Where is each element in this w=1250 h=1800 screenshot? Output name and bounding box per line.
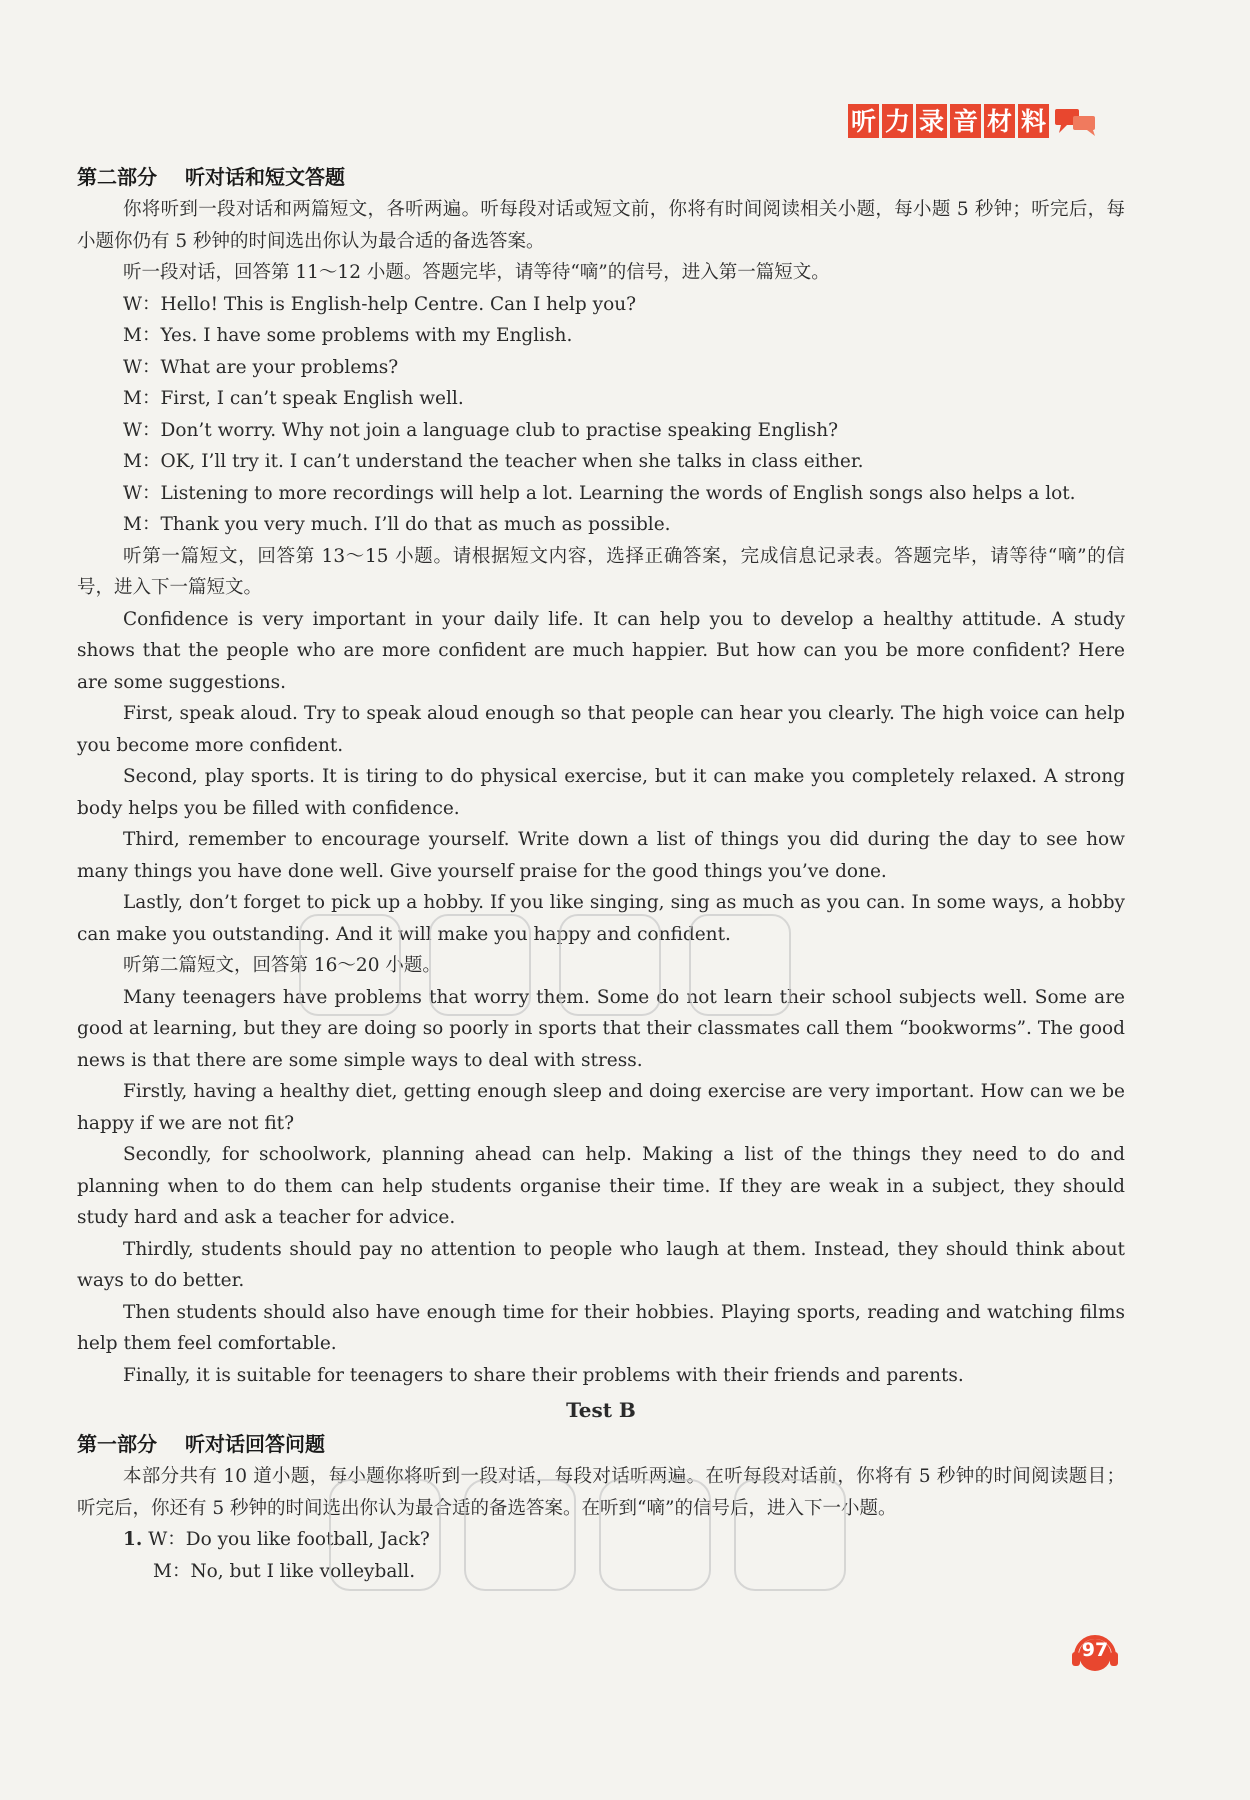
banner-char: 材 <box>984 104 1015 138</box>
question-item <box>77 1524 1125 1556</box>
dialogue-line: W：What are your problems? <box>123 356 399 378</box>
banner-char: 料 <box>1018 104 1049 138</box>
banner-char: 听 <box>848 104 879 138</box>
passage-paragraph: Lastly, don’t forget to pick up a hobby. If you like singing, sing as much as you can. In some ways, a hobby can make you outstanding. And it will make you happy and confident. <box>77 892 1125 945</box>
instruction-paragraph: 本部分共有 10 道小题，每小题你将听到一段对话，每段对话听两遍。在听每段对话前，你将有 5 秒钟的时间阅读题目；听完后，你还有 5 秒钟的时间选出你认为最合适的备选答案。在听到“嘀”的信号后，进入下一小题。 <box>77 1466 1125 1519</box>
dialogue-line: M：OK, I’ll try it. I can’t understand the teacher when she talks in class either. <box>123 451 864 472</box>
passage-paragraph: Then students should also have enough time for their hobbies. Playing sports, reading and watching films help them feel comfortable. <box>77 1301 1125 1354</box>
question-number: 1. <box>123 1529 143 1550</box>
passage-paragraph: Many teenagers have problems that worry them. Some do not learn their school subjects well. Some are good at learning, but they are doing so poorly in sports that their classmates call them “bookworms”. The good news is that there are some simple ways to deal with stress. <box>77 986 1125 1071</box>
page-number-badge <box>1070 1628 1120 1672</box>
dialogue-line: M：First, I can’t speak English well. <box>123 388 464 409</box>
dialogue-line: W：Hello! This is English-help Centre. Can I help you? <box>123 293 637 315</box>
dialogue-line: W：Don’t worry. Why not join a language club to practise speaking English? <box>123 419 839 441</box>
section-heading: 第一部分 听对话回答问题 <box>77 1432 325 1456</box>
passage-paragraph: Firstly, having a healthy diet, getting enough sleep and doing exercise are very important. How can we be happy if we are not fit? <box>77 1081 1125 1134</box>
banner-char: 力 <box>882 104 913 138</box>
section-banner <box>848 104 1099 138</box>
passage-paragraph: Finally, it is suitable for teenagers to share their problems with their friends and parents. <box>123 1364 964 1386</box>
dialogue-line: M：Yes. I have some problems with my English. <box>123 325 573 346</box>
passage-paragraph: Third, remember to encourage yourself. Write down a list of things you did during the day to see how many things you have done well. Give yourself praise for the good things you’ve done. <box>77 829 1125 882</box>
passage-paragraph: First, speak aloud. Try to speak aloud enough so that people can hear you clearly. The high voice can help you become more confident. <box>77 703 1125 756</box>
dialogue-line: W：Do you like football, Jack? <box>148 1529 430 1550</box>
dialogue-line: M：No, but I like volleyball. <box>153 1560 416 1582</box>
passage-paragraph: Second, play sports. It is tiring to do physical exercise, but it can make you completely relaxed. A strong body helps you be filled with confidence. <box>77 766 1125 819</box>
passage-paragraph: Secondly, for schoolwork, planning ahead can help. Making a list of the things they need to do and planning when to do them can help students organise their time. If they are weak in a subject, they should study hard and ask a teacher for advice. <box>77 1144 1125 1228</box>
banner-char: 录 <box>916 104 947 138</box>
dialogue-line: M：Thank you very much. I’ll do that as much as possible. <box>123 514 671 535</box>
dialogue-line: W：Listening to more recordings will help a lot. Learning the words of English songs also helps a lot. <box>123 482 1076 504</box>
banner-char: 音 <box>950 104 981 138</box>
instruction-paragraph: 听第一篇短文，回答第 13～15 小题。请根据短文内容，选择正确答案，完成信息记录表。答题完毕，请等待“嘀”的信号，进入下一篇短文。 <box>77 545 1125 598</box>
instruction-paragraph: 你将听到一段对话和两篇短文，各听两遍。听每段对话或短文前，你将有时间阅读相关小题，每小题 5 秒钟；听完后，每小题你仍有 5 秒钟的时间选出你认为最合适的备选答案。 <box>77 199 1125 252</box>
instruction-paragraph: 听第二篇短文，回答第 16～20 小题。 <box>123 955 441 976</box>
instruction-paragraph: 听一段对话，回答第 11～12 小题。答题完毕，请等待“嘀”的信号，进入第一篇短文。 <box>123 262 830 283</box>
passage-paragraph: Confidence is very important in your daily life. It can help you to develop a healthy attitude. A study shows that the people who are more confident are much happier. But how can you be more confident? Here are some suggestions. <box>77 608 1125 693</box>
section-heading: 第二部分 听对话和短文答题 <box>77 165 345 189</box>
main-content <box>77 160 1125 1587</box>
passage-paragraph: Thirdly, students should pay no attention to people who laugh at them. Instead, they should think about ways to do better. <box>77 1238 1125 1291</box>
page-number: 97 <box>1081 1639 1109 1661</box>
test-title: Test B <box>566 1398 636 1422</box>
speech-bubble-icon <box>1053 105 1099 137</box>
